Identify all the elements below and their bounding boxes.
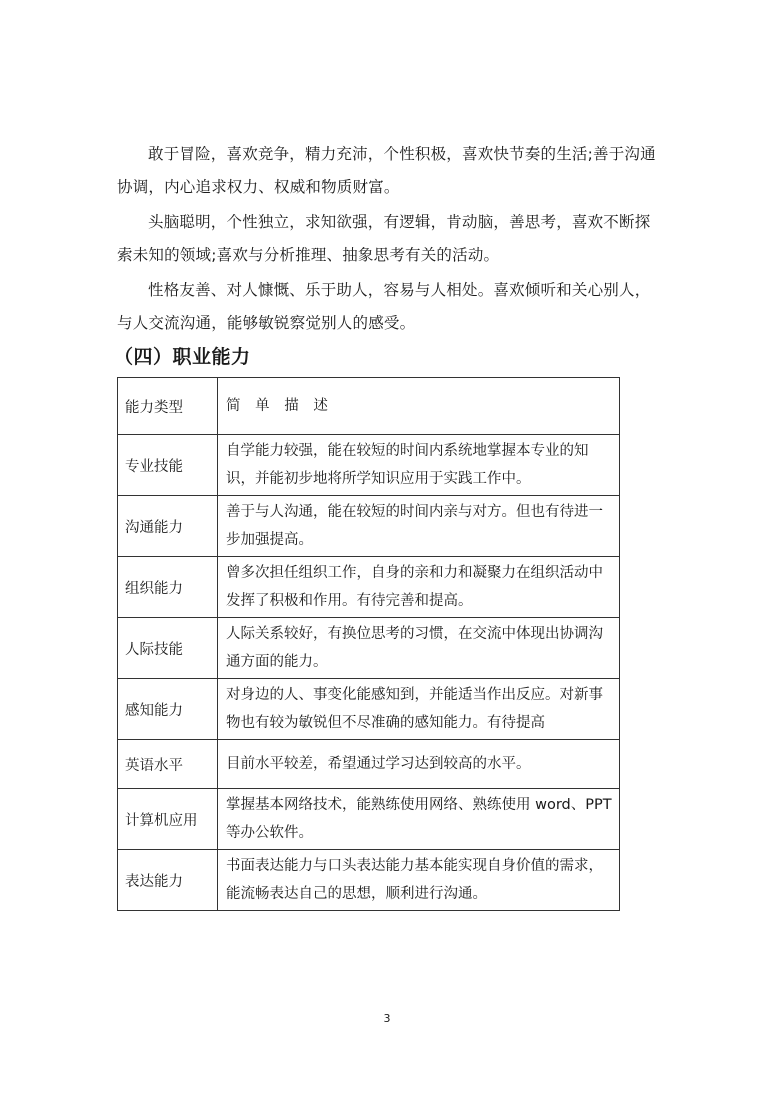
ability-table — [117, 377, 620, 911]
ability-desc-cell: 目前水平较差，希望通过学习达到较高的水平。 — [218, 740, 620, 789]
header-ability-type: 能力类型 — [118, 378, 218, 435]
ability-type-cell: 计算机应用 — [118, 789, 218, 850]
table-row — [118, 789, 620, 850]
ability-type-cell: 表达能力 — [118, 850, 218, 911]
ability-desc-cell: 对身边的人、事变化能感知到，并能适当作出反应。对新事物也有较为敏锐但不尽准确的感知能力。有待提高 — [218, 679, 620, 740]
paragraph-2: 头脑聪明，个性独立，求知欲强，有逻辑，肯动脑，善思考，喜欢不断探索未知的领域;喜欢与分析推理、抽象思考有关的活动。 — [117, 213, 651, 264]
ability-type-cell: 沟通能力 — [118, 496, 218, 557]
table-row — [118, 557, 620, 618]
ability-type-cell: 组织能力 — [118, 557, 218, 618]
table-row — [118, 850, 620, 911]
table-header-row — [118, 378, 620, 435]
ability-type-cell: 感知能力 — [118, 679, 218, 740]
paragraph-1: 敢于冒险，喜欢竞争，精力充沛，个性积极，喜欢快节奏的生活;善于沟通协调，内心追求权力、权威和物质财富。 — [117, 145, 656, 196]
table-row — [118, 740, 620, 789]
header-description: 简 单 描 述 — [218, 378, 620, 435]
table-row — [118, 435, 620, 496]
ability-type-cell: 专业技能 — [118, 435, 218, 496]
table-row — [118, 496, 620, 557]
ability-desc-cell: 自学能力较强，能在较短的时间内系统地掌握本专业的知识，并能初步地将所学知识应用于实践工作中。 — [218, 435, 620, 496]
section-title: （四）职业能力 — [114, 346, 251, 368]
table-row — [118, 679, 620, 740]
table-row — [118, 618, 620, 679]
ability-desc-cell: 曾多次担任组织工作，自身的亲和力和凝聚力在组织活动中发挥了积极和作用。有待完善和提高。 — [218, 557, 620, 618]
ability-desc-cell: 掌握基本网络技术，能熟练使用网络、熟练使用 word、PPT 等办公软件。 — [218, 789, 620, 850]
ability-desc-cell: 书面表达能力与口头表达能力基本能实现自身价值的需求，能流畅表达自己的思想，顺利进行沟通。 — [218, 850, 620, 911]
page-number: 3 — [383, 1012, 391, 1025]
paragraph-3: 性格友善、对人慷慨、乐于助人，容易与人相处。喜欢倾听和关心别人，与人交流沟通，能够敏锐察觉别人的感受。 — [117, 281, 651, 332]
ability-type-cell: 英语水平 — [118, 740, 218, 789]
ability-desc-cell: 人际关系较好，有换位思考的习惯，在交流中体现出协调沟通方面的能力。 — [218, 618, 620, 679]
ability-type-cell: 人际技能 — [118, 618, 218, 679]
ability-desc-cell: 善于与人沟通，能在较短的时间内亲与对方。但也有待进一步加强提高。 — [218, 496, 620, 557]
